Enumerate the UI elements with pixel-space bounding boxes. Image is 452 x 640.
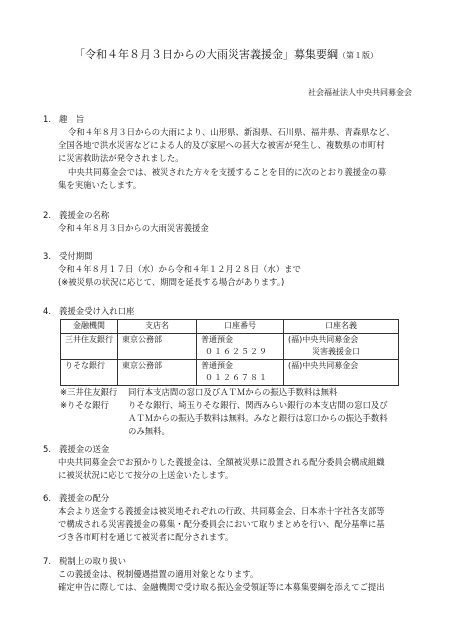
section-1-line: 中央共同募金会では、被災された方々を支援することを目的に次のとおり義援金の募 <box>68 167 387 177</box>
section-1-heading: 1. 趣 旨 <box>43 114 85 124</box>
bank-name: りそな銀行 <box>61 359 118 385</box>
column-header: 支店名 <box>118 320 197 334</box>
note-label: ※三井住友銀行 <box>60 387 118 397</box>
section-7-heading: 7. 税制上の取り扱い <box>43 556 126 566</box>
fund-name: 令和４年８月３日からの大雨災害義援金 <box>58 223 209 233</box>
note-text: 同行本支店間の窓口及びＡＴＭからの振込手数料は無料 <box>128 387 338 397</box>
table-header-row <box>61 320 399 334</box>
note-text: りそな銀行、埼玉りそな銀行、関西みらい銀行の本支店間の窓口及び <box>128 400 388 410</box>
section-5-heading: 5. 義援金の送金 <box>43 444 110 454</box>
section-5-line: に被災状況に応じて按分の上送金いたします。 <box>58 470 234 480</box>
section-2-heading: 2. 義援金の名称 <box>43 210 110 220</box>
section-6-line: で構成される災害義援金の募集・配分委員会において取りまとめを行い、配分基準に基 <box>58 519 385 529</box>
note-text: ＡＴＭからの振込手数料は無料。みなと銀行は窓口からの振込手数料 <box>128 413 388 423</box>
column-header: 口座名義 <box>284 320 399 334</box>
acceptance-period: 令和４年８月１７日（水）から令和４年１２月２８日（水）まで <box>58 264 301 274</box>
note-label: ※りそな銀行 <box>60 400 109 410</box>
section-1-line: 集を実施いたします。 <box>58 180 142 190</box>
edition-label: （第１版） <box>338 51 378 60</box>
section-1-line: に災害救助法が発令されました。 <box>58 153 184 163</box>
document-title: 「令和４年８月３日からの大雨災害義援金」募集要綱（第１版） <box>74 48 378 61</box>
account-holder: (福)中央共同募金会 災害義援金口 <box>284 333 399 359</box>
note-text: のみ無料。 <box>128 426 170 436</box>
bank-account-table <box>60 319 399 386</box>
account-holder: (福)中央共同募金会 <box>284 359 399 385</box>
section-5-line: 中央共同募金会でお預かりした義援金は、全額被災県に設置される配分委員会構成組織 <box>58 457 385 467</box>
section-3-heading: 3. 受付期間 <box>43 251 93 261</box>
section-7-line: この義援金は、税制優遇措置の適用対象となります。 <box>58 569 259 579</box>
organization-name: 社会福祉法人中央共同募金会 <box>308 88 412 97</box>
branch-name: 東京公務部 <box>118 333 197 359</box>
bank-name: 三井住友銀行 <box>61 333 118 359</box>
column-header: 口座番号 <box>197 320 284 334</box>
account-number: 普通預金 ０１６２５２９ <box>197 333 284 359</box>
table-row <box>61 359 399 385</box>
period-note: (※被災県の状況に応じて、期間を延長する場合があります。) <box>58 277 285 287</box>
section-4-heading: 4. 義援金受け入れ口座 <box>43 306 135 316</box>
section-7-line: 確定申告に際しては、金融機関で受け取る振込金受領証等に本募集要綱を添えてご提出 <box>58 582 385 592</box>
table-row <box>61 333 399 359</box>
section-1-line: 全国各地で洪水災害などによる人的及び家屋への甚大な被害が発生し、複数県の市町村 <box>58 140 385 150</box>
section-6-line: 本会より送金する義援金は被災地それぞれの行政、共同募金会、日本赤十字社各支部等 <box>58 506 385 516</box>
branch-name: 東京公務部 <box>118 359 197 385</box>
section-6-heading: 6. 義援金の配分 <box>43 493 110 503</box>
account-number: 普通預金 ０１２６７８１ <box>197 359 284 385</box>
section-6-line: づき各市町村を通じて被災者に配分されます。 <box>58 532 234 542</box>
section-1-line: 令和４年８月３日からの大雨により、山形県、新潟県、石川県、福井県、青森県など、 <box>68 127 395 137</box>
column-header: 金融機関 <box>61 320 118 334</box>
